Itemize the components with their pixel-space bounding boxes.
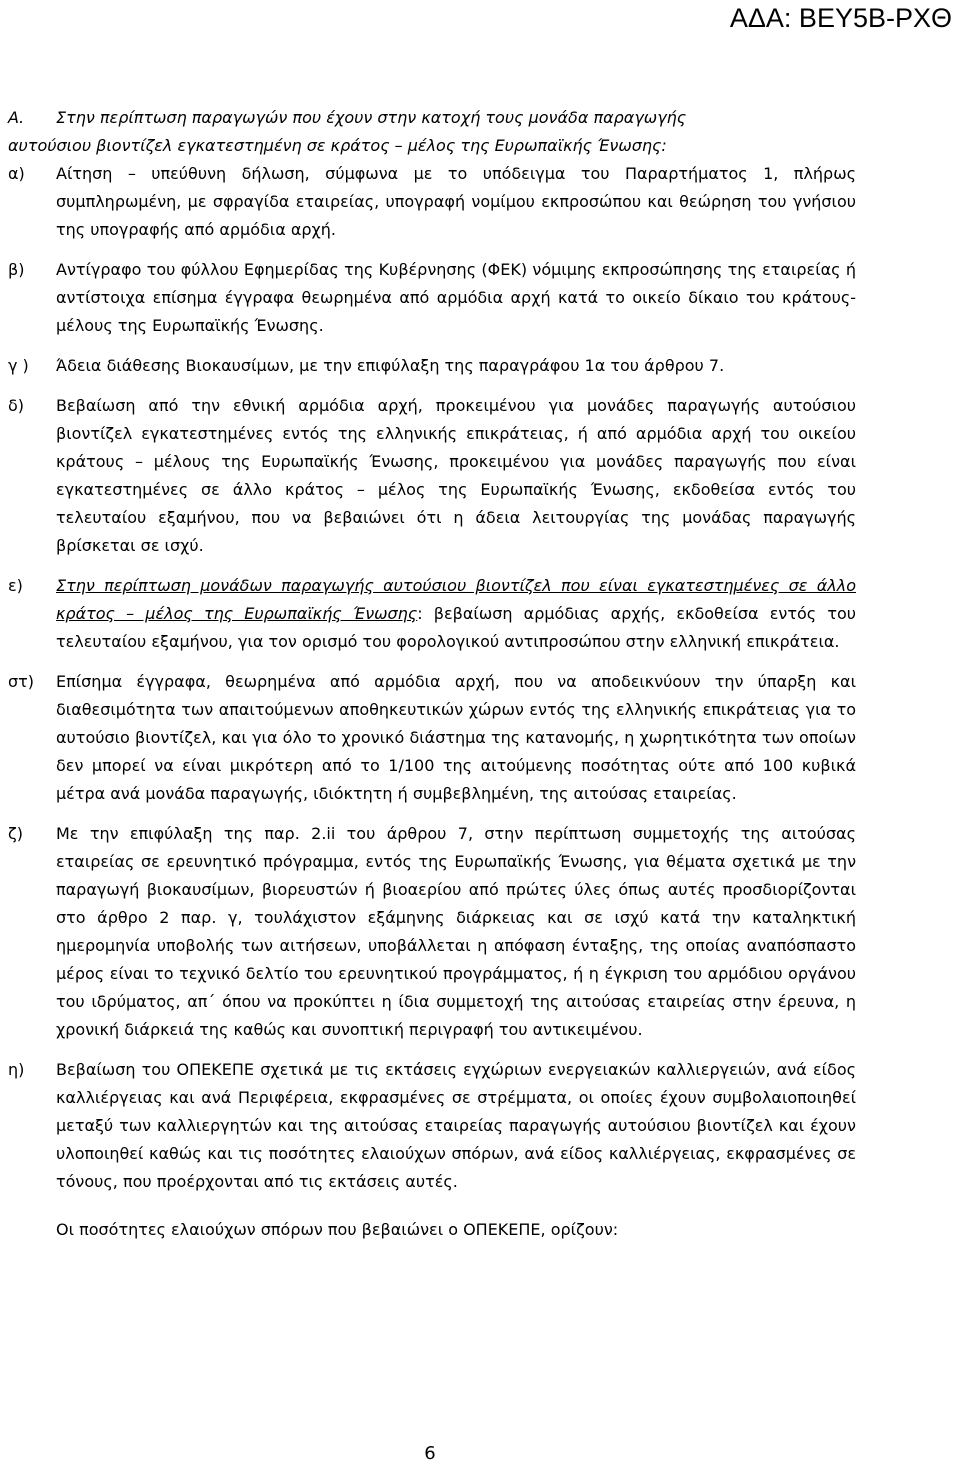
item-label: β) — [8, 260, 25, 279]
list-item-e — [8, 572, 856, 656]
list-item-f — [8, 668, 856, 808]
item-rest-text: : βεβαίωση αρμόδιας αρχής, εκδοθείσα εντός του τελευταίου εξαμήνου, για τον ορισμό του φορολογικού αντιπροσώπου στην ελληνική επικράτεια. — [56, 604, 857, 651]
closing-note: Οι ποσότητες ελαιούχων σπόρων που βεβαιώνει ο ΟΠΕΚΕΠΕ, ορίζουν: — [56, 1220, 619, 1239]
section-a-letter: Α. — [8, 108, 25, 127]
item-text — [56, 572, 856, 656]
item-label: ζ) — [8, 824, 23, 843]
item-label: ε) — [8, 576, 23, 595]
document-body — [8, 104, 856, 1244]
list-item-c — [8, 352, 856, 380]
item-text: Άδεια διάθεσης Βιοκαυσίμων, με την επιφύλαξη της παραγράφου 1α του άρθρου 7. — [56, 356, 725, 375]
section-a-heading-line2: αυτούσιου βιοντίζελ εγκατεστημένη σε κράτος – μέλος της Ευρωπαϊκής Ένωσης: — [8, 136, 667, 155]
item-label: γ ) — [8, 356, 29, 375]
ada-code: ΑΔΑ: ΒΕΥ5Β-ΡΧΘ — [729, 3, 952, 33]
list-item-b — [8, 256, 856, 340]
item-text: Με την επιφύλαξη της παρ. 2.ii του άρθρου 7, στην περίπτωση συμμετοχής της αιτούσας εταιρείας σε ερευνητικό πρόγραμμα, εντός της Ευρωπαϊκής Ένωσης, για θέματα σχετικά με την παραγωγή βιοκαυσίμων, βιορευστών ή βιοαερίου από πρώτες ύλες όπως αυτές προσδιορίζονται στο άρθρο 2 παρ. γ, τουλάχιστον εξάμηνης διάρκειας και σε ισχύ κατά την καταληκτική ημερομηνία υποβολής των αιτήσεων, υποβάλλεται η απόφαση ένταξης, της οποίας αναπόσπαστο μέρος είναι το τεχνικό δελτίο του ερευνητικού προγράμματος, ή η έγκριση του αρμόδιου οργάνου του ιδρύματος, απ΄ όπου να προκύπτει η ίδια συμμετοχή της αιτούσας εταιρείας στην έρευνα, η χρονική διάρκειά της καθώς και συνοπτική περιγραφή του αντικειμένου. — [56, 824, 856, 1039]
item-label: α) — [8, 164, 25, 183]
item-text: Βεβαίωση από την εθνική αρμόδια αρχή, προκειμένου για μονάδες παραγωγής αυτούσιου βιοντίζελ εγκατεστημένες εντός της ελληνικής επικράτειας, ή από αρμόδια αρχή του οικείου κράτους – μέλους της Ευρωπαϊκής Ένωσης, προκειμένου για μονάδες παραγωγής που είναι εγκατεστημένες σε άλλο κράτος – μέλος της Ευρωπαϊκής Ένωσης, εκδοθείσα εντός του τελευταίου εξαμήνου, που να βεβαιώνει ότι η άδεια λειτουργίας της μονάδας παραγωγής βρίσκεται σε ισχύ. — [56, 396, 856, 555]
item-italic-text: Στην περίπτωση μονάδων παραγωγής αυτούσιου βιοντίζελ που είναι εγκατεστημένες σε άλλο κράτος – μέλος της Ευρωπαϊκής Ένωσης — [56, 576, 856, 623]
item-label: στ) — [8, 672, 35, 691]
item-label: δ) — [8, 396, 25, 415]
item-text: Αντίγραφο του φύλλου Εφημερίδας της Κυβέρνησης (ΦΕΚ) νόμιμης εκπροσώπησης της εταιρείας ή αντίστοιχα επίσημα έγγραφα θεωρημένα από αρμόδια αρχή κατά το οικείο δίκαιο του κράτους-μέλους της Ευρωπαϊκής Ένωσης. — [56, 260, 856, 335]
list-item-a — [8, 160, 856, 244]
item-text: Επίσημα έγγραφα, θεωρημένα από αρμόδια αρχή, που να αποδεικνύουν την ύπαρξη και διαθεσιμότητα των απαιτούμενων αποθηκευτικών χώρων εντός της ελληνικής επικράτειας για το αυτούσιο βιοντίζελ, και για όλο το χρονικό διάστημα της κατανομής, η χωρητικότητα των οποίων δεν μπορεί να είναι μικρότερη από το 1/100 της αιτούμενης ποσότητας ούτε από 100 κυβικά μέτρα ανά μονάδα παραγωγής, ιδιόκτητη ή συμβεβλημένη, της αιτούσας εταιρείας. — [56, 672, 856, 803]
list-item-g — [8, 820, 856, 1044]
list-item-h — [8, 1056, 856, 1196]
item-text: Βεβαίωση του ΟΠΕΚΕΠΕ σχετικά με τις εκτάσεις εγχώριων ενεργειακών καλλιεργειών, ανά είδος καλλιέργειας και ανά Περιφέρεια, εκφρασμένες σε στρέμματα, οι οποίες έχουν συμβολαιοποιηθεί μεταξύ των καλλιεργητών και της αιτούσας εταιρείας παραγωγής αυτούσιου βιοντίζελ και έχουν υλοποιηθεί καθώς και τις ποσότητες ελαιούχων σπόρων, ανά είδος καλλιέργειας, εκφρασμένες σε τόνους, που προέρχονται από τις εκτάσεις αυτές. — [56, 1060, 856, 1191]
page-number: 6 — [424, 1443, 436, 1464]
item-text: Αίτηση – υπεύθυνη δήλωση, σύμφωνα με το υπόδειγμα του Παραρτήματος 1, πλήρως συμπληρωμένη, με σφραγίδα εταιρείας, υπογραφή νομίμου εκπροσώπου και θεώρηση του γνήσιου της υπογραφής από αρμόδια αρχή. — [56, 164, 856, 239]
item-label: η) — [8, 1060, 25, 1079]
section-a-heading-line1: Στην περίπτωση παραγωγών που έχουν στην κατοχή τους μονάδα παραγωγής — [56, 108, 687, 127]
list-item-d — [8, 392, 856, 560]
section-a-heading — [8, 104, 856, 160]
